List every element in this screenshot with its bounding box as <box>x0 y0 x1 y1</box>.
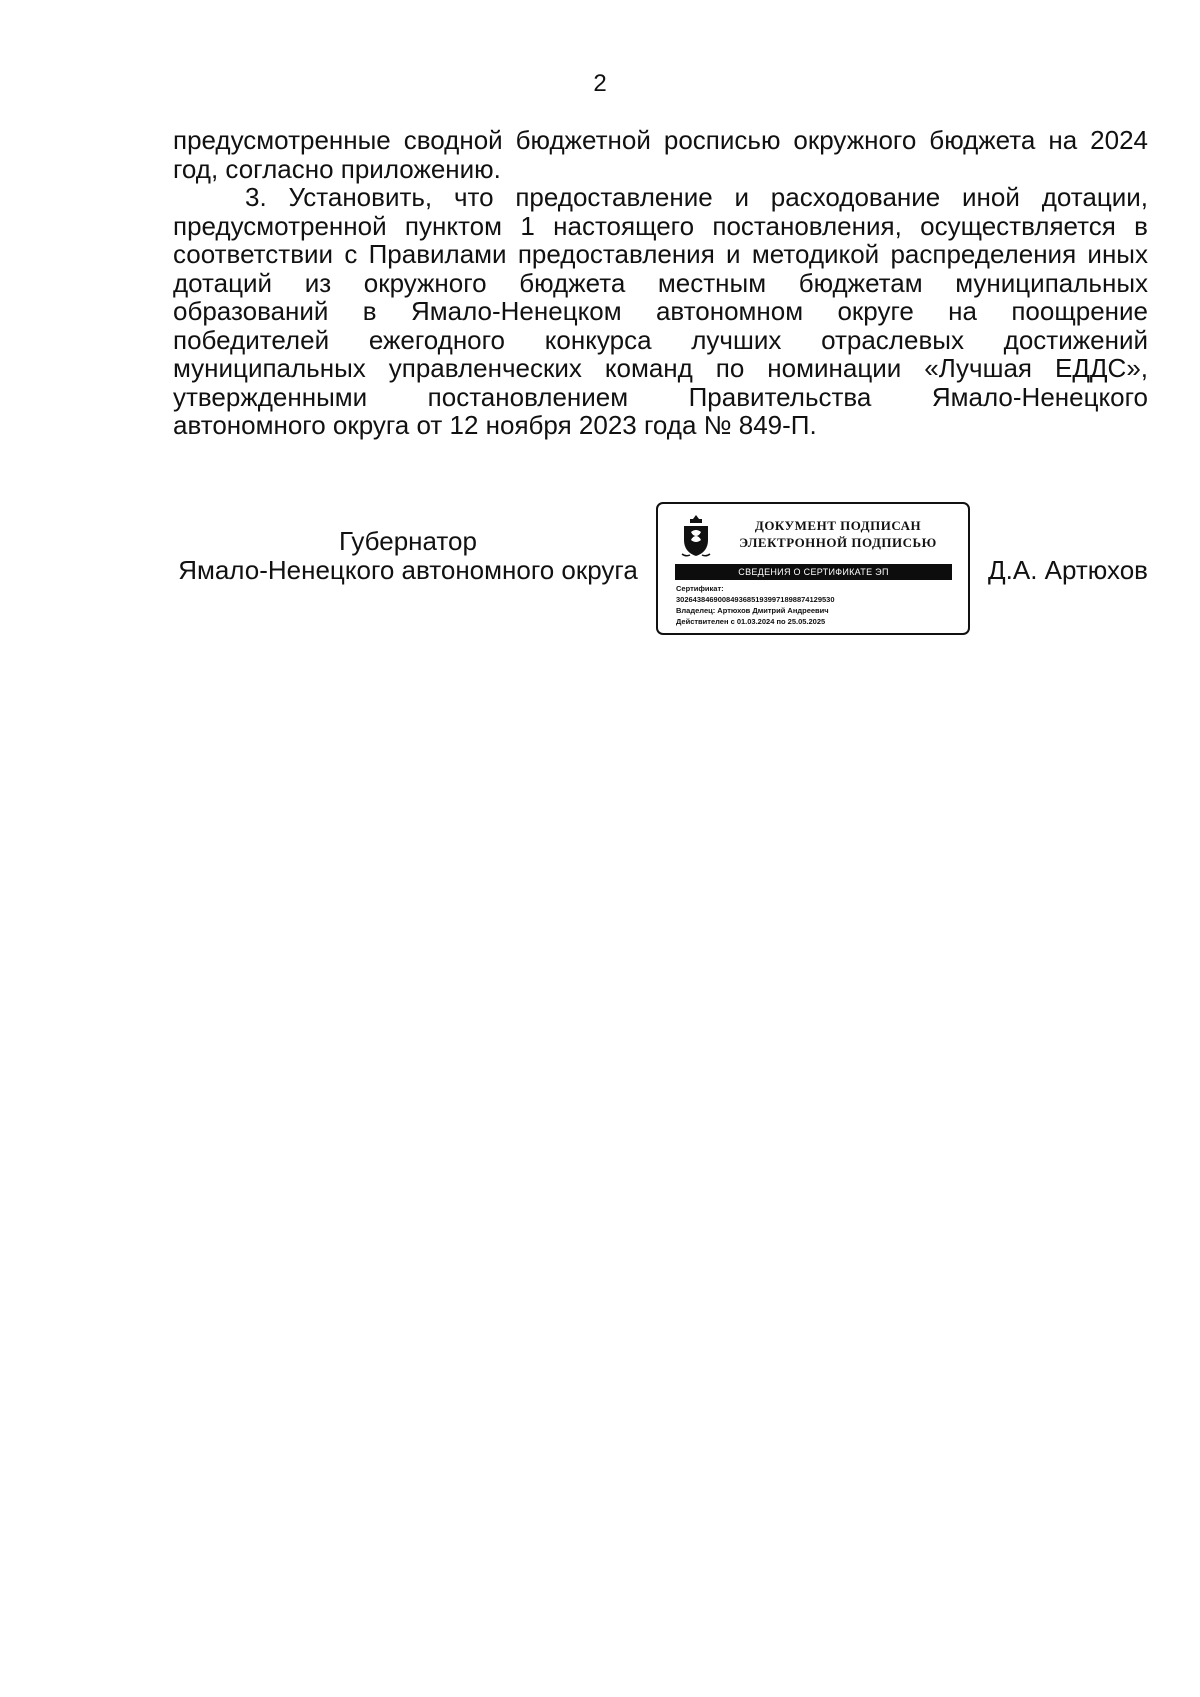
stamp-title <box>718 517 958 551</box>
signatory-position <box>173 527 643 585</box>
certificate-label: Сертификат: <box>676 584 724 593</box>
paragraph-item-3: 3. Установить, что предоставление и расходование иной дотации, предусмотренной пунктом 1 настоящего постановления, осуществляется в соответствии с Правилами предоставления и методикой распределения иных дотаций из окружного бюджета местным бюджетам муниципальных образований в Ямало-Ненецком автономном округе на поощрение победителей ежегодного конкурса лучших отраслевых достижений муниципальных управленческих команд по номинации «Лучшая ЕДДС», утвержденными постановлением Правительства Ямало-Ненецкого автономного округа от 12 ноября 2023 года № 849-П. <box>173 182 1148 440</box>
electronic-signature-stamp <box>656 502 970 635</box>
certificate-details <box>676 583 961 627</box>
stamp-title-line2: ЭЛЕКТРОННОЙ ПОДПИСЬЮ <box>739 535 937 550</box>
signatory-position-line2: Ямало-Ненецкого автономного округа <box>178 555 638 585</box>
certificate-number: 30264384690084936851939971898874129530 <box>676 595 835 604</box>
certificate-info-bar: СВЕДЕНИЯ О СЕРТИФИКАТЕ ЭП <box>675 564 952 580</box>
paragraph-continuation: предусмотренные сводной бюджетной росписью окружного бюджета на 2024 год, согласно приложению. <box>173 125 1148 184</box>
coat-of-arms-icon <box>678 514 714 560</box>
page-number: 2 <box>593 70 607 97</box>
signatory-name: Д.А. Артюхов <box>988 555 1148 585</box>
certificate-validity: Действителен с 01.03.2024 по 25.05.2025 <box>676 617 826 626</box>
document-body <box>173 126 1148 440</box>
certificate-owner: Владелец: Артюхов Дмитрий Андреевич <box>676 606 829 615</box>
stamp-title-line1: ДОКУМЕНТ ПОДПИСАН <box>754 518 922 533</box>
signatory-position-line1: Губернатор <box>339 526 477 556</box>
